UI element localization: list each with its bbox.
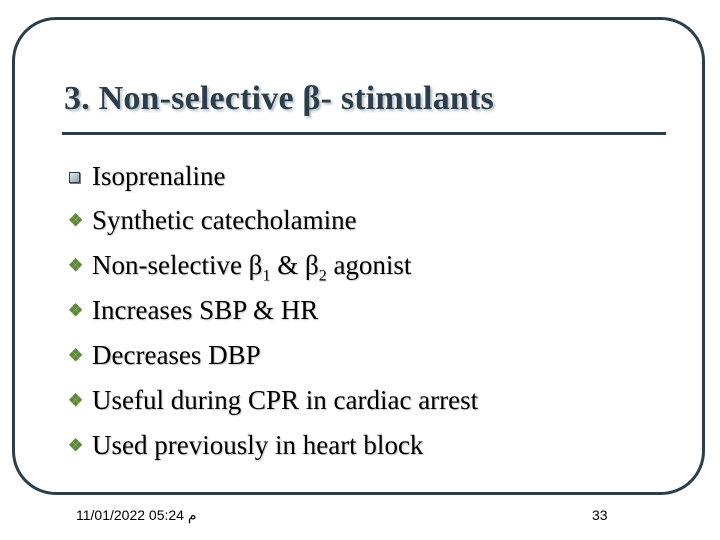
slide-title: 3. Non-selective β- stimulants (64, 80, 494, 117)
list-item-text: & β (270, 250, 319, 280)
beta1-subscript: 1 (262, 267, 271, 285)
list-item-text: Useful during CPR in cardiac arrest (92, 385, 479, 415)
list-item-text: Increases SBP & HR (92, 295, 319, 325)
title-underline (62, 132, 666, 135)
list-item (68, 378, 478, 423)
footer-datetime: م 05:24 11/01/2022 (76, 507, 197, 523)
list-item (68, 288, 478, 333)
list-item-text: agonist (326, 250, 412, 280)
page-number: 33 (592, 507, 608, 523)
diamond-bullet-icon: ❖ (68, 301, 84, 320)
list-item (68, 423, 478, 468)
diamond-bullet-icon: ❖ (68, 211, 84, 230)
list-item-text: Isoprenaline (92, 161, 226, 191)
diamond-bullet-icon: ❖ (68, 346, 84, 365)
diamond-bullet-icon: ❖ (68, 391, 84, 410)
list-item-text: Non-selective β (92, 250, 263, 280)
diamond-bullet-icon: ❖ (68, 256, 84, 275)
list-item-text: Decreases DBP (92, 340, 261, 370)
bullet-list (68, 154, 478, 468)
list-item-text: Used previously in heart block (92, 430, 424, 460)
list-item (68, 154, 478, 198)
beta2-subscript: 2 (318, 267, 327, 285)
diamond-bullet-icon: ❖ (68, 436, 84, 455)
list-item (68, 198, 478, 243)
list-item (68, 243, 478, 288)
list-item-text: Synthetic catecholamine (92, 205, 357, 235)
list-item (68, 333, 478, 378)
square-bullet-icon (69, 172, 80, 183)
